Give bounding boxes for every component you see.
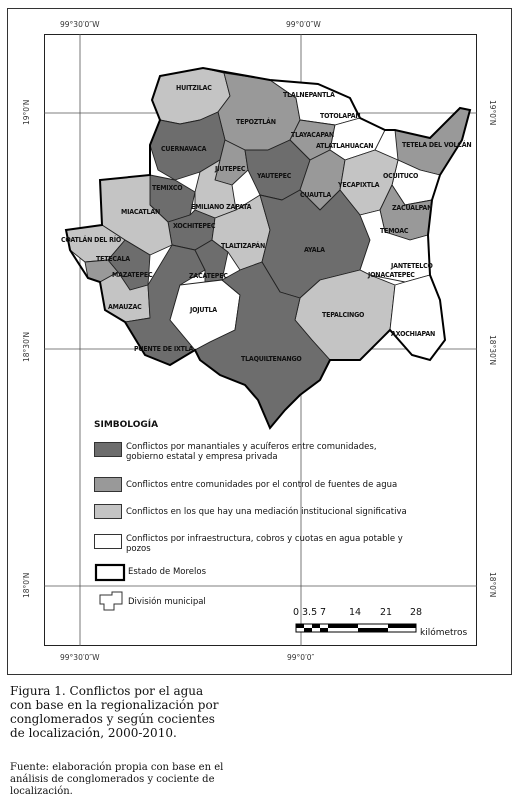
label-yecapixtla: YECAPIXTLA — [338, 181, 380, 189]
legend-item-acuerdo-agua — [94, 477, 416, 492]
label-cuautla: CUAUTLA — [300, 191, 332, 199]
coord-left-middle: 18°30′N — [22, 331, 31, 362]
coord-left-upper: 19°0′N — [22, 99, 31, 125]
label-ocuituco: OCUITUCO — [383, 172, 419, 180]
label-miacatlan: MIACATLÁN — [121, 208, 161, 216]
label-xochitepec: XOCHITEPEC — [173, 222, 216, 230]
scale-tick: 21 — [380, 607, 393, 618]
label-tepoztlan: TEPOZTLÁN — [236, 118, 276, 126]
legend-item-manantiales — [94, 442, 416, 462]
label-tepalcingo: TEPALCINGO — [322, 311, 365, 319]
label-ayala: AYALA — [304, 246, 325, 254]
scale-tick: 28 — [410, 607, 423, 618]
label-temixco: TEMIXCO — [152, 184, 183, 192]
label-jonacatepec: JONACATEPEC — [368, 271, 415, 279]
label-mazatepec: MAZATEPEC — [112, 271, 153, 279]
scale-tick: 14 — [349, 607, 362, 618]
legend-label: Conflictos por manantiales y acuíferos entre comunidades, gobierno estatal y empresa privada — [126, 442, 377, 462]
scale-bar — [296, 624, 416, 632]
legend-swatch-medium — [94, 477, 122, 492]
label-coatlan: COATLÁN DEL RÍO — [61, 236, 122, 244]
label-jantetelco: JANTETELCO — [391, 262, 433, 270]
scale-tick: 3.5 — [302, 607, 318, 618]
scale-tick: 0 — [293, 607, 300, 618]
state-outline-symbol — [96, 565, 124, 580]
coord-top-center: 99°0′0″W — [286, 20, 321, 29]
label-totolapan: TOTOLAPAN — [320, 112, 361, 120]
label-amacuzac: AMAUZAC — [108, 303, 142, 311]
coord-right-lower: 18°0′N — [488, 572, 497, 598]
coord-left-lower: 18°0′N — [22, 572, 31, 598]
legend-swatch-white — [94, 534, 122, 549]
coord-right-middle: 18°30′N — [488, 335, 497, 366]
label-axochiapan: AXOCHIAPAN — [391, 330, 436, 338]
scale-tick: 7 — [320, 607, 327, 618]
label-zacatepec: ZACATEPEC — [189, 272, 228, 280]
label-puente-ixtla: PUENTE DE IXTLA — [134, 345, 194, 353]
label-tlaquiltenango: TLAQUILTENANGO — [241, 355, 302, 363]
scale-unit: kilómetros — [420, 628, 468, 638]
legend-label: Conflictos entre comunidades por el control de fuentes de agua — [126, 480, 398, 490]
municipal-division-symbol — [100, 592, 122, 610]
legend-title: SIMBOLOGÍA — [94, 420, 159, 430]
label-jojutla: JOJUTLA — [190, 306, 217, 314]
coord-bottom-left: 99°30′0″W — [60, 653, 100, 662]
legend-label: Conflictos por infraestructura, cobros y cuotas en agua potable y pozos — [126, 534, 403, 554]
legend-state-label: Estado de Morelos — [128, 567, 207, 577]
label-tlayacapan: TLAYACAPAN — [291, 131, 334, 139]
coord-bottom-center: 99°0′0″ — [287, 653, 315, 662]
label-emiliano-zapata: EMILIANO ZAPATA — [191, 203, 252, 211]
coord-top-left: 99°30′0″W — [60, 20, 100, 29]
label-huitzilac: HUITZILAC — [176, 84, 212, 92]
legend-item-mediacion — [94, 504, 416, 519]
legend-swatch-dark — [94, 442, 122, 457]
label-temoac: TEMOAC — [380, 227, 409, 235]
legend-label: Conflictos en los que hay una mediación institucional significativa — [126, 507, 407, 517]
label-jiutepec: JIUTEPEC — [215, 165, 246, 173]
legend-municipal-label: División municipal — [128, 597, 206, 607]
legend-item-infraestructura — [94, 534, 416, 554]
coord-right-upper: 19°0′N — [488, 100, 497, 126]
label-tetela: TETELA DEL VOLCÁN — [402, 141, 472, 149]
region-axochiapan — [390, 275, 445, 360]
label-tetecala: TETECALA — [96, 255, 130, 263]
figure-caption: Figura 1. Conflictos por el agua con base en la regionalización por conglomerados y según cocientes de localización, 2000-2010. — [10, 684, 219, 740]
figure-source: Fuente: elaboración propia con base en el análisis de conglomerados y cociente de localización. — [10, 762, 224, 797]
label-yautepec: YAUTEPEC — [257, 172, 292, 180]
legend-swatch-light — [94, 504, 122, 519]
label-zacualpan: ZACUALPAN — [392, 204, 433, 212]
label-tlaltizapan: TLALTIZAPÁN — [221, 242, 266, 250]
label-tlalnepantla: TLALNEPANTLA — [283, 91, 335, 99]
label-atlatlahuacan: ATLATLAHUACAN — [316, 142, 374, 150]
label-cuernavaca: CUERNAVACA — [161, 145, 207, 153]
